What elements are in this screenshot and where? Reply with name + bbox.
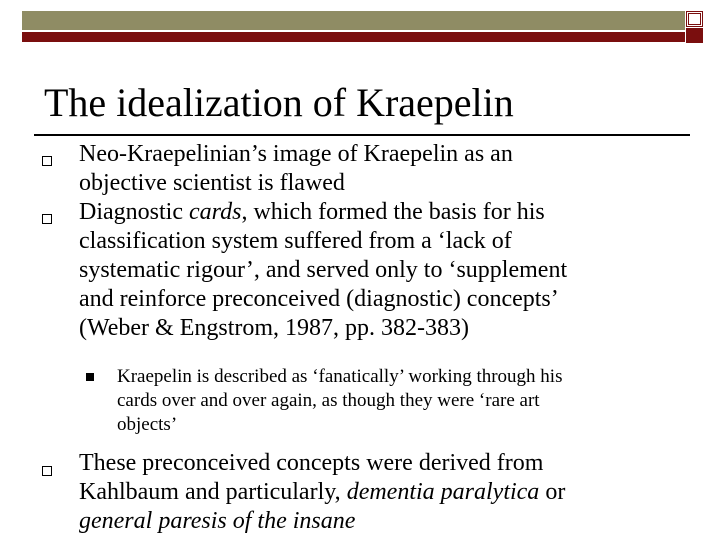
- sub-bullet-line-1: Kraepelin is described as ‘fanatically’ working through his: [117, 366, 563, 387]
- bullet-1-line-1: Neo-Kraepelinian’s image of Kraepelin as an: [79, 141, 513, 167]
- bullet-2: [79, 198, 567, 343]
- bullet-2-line-4: and reinforce preconceived (diagnostic) concepts’: [79, 286, 559, 312]
- slide-title: The idealization of Kraepelin: [44, 80, 514, 125]
- bullet-2-line-1: [79, 199, 545, 225]
- sub-bullet-1: [117, 365, 562, 437]
- bullet-3-line-2-end: or: [539, 479, 566, 505]
- bullet-3-line-1: These preconceived concepts were derived from: [79, 450, 544, 476]
- bullet-3-line-2: [79, 479, 565, 505]
- bullet-2-line-2: classification system suffered from a ‘lack of: [79, 228, 512, 254]
- bullet-3: [79, 449, 565, 536]
- bullet-2-line-1-start: Diagnostic: [79, 199, 189, 225]
- bullet-2-line-1-end: , which formed the basis for his: [241, 199, 545, 225]
- sub-bullet-line-2: cards over and over again, as though they were ‘rare art: [117, 390, 540, 411]
- hollow-square-icon: [42, 156, 52, 166]
- bullet-2-emphasis: cards: [188, 199, 242, 225]
- bullet-2-line-5: (Weber & Engstrom, 1987, pp. 382-383): [79, 315, 469, 341]
- sub-bullet-line-3: objects’: [117, 414, 178, 435]
- bullet-1-line-2: objective scientist is flawed: [79, 170, 345, 196]
- bullet-1: [79, 140, 513, 198]
- hollow-square-icon: [42, 214, 52, 224]
- solid-square-icon: [86, 373, 94, 381]
- bullet-3-emphasis-2: general paresis of the insane: [79, 508, 356, 534]
- hollow-square-icon: [42, 466, 52, 476]
- bullet-2-line-3: systematic rigour’, and served only to ‘supplement: [79, 257, 568, 283]
- bullet-3-emphasis-1: dementia paralytica: [346, 479, 540, 505]
- bullet-3-line-2-start: Kahlbaum and particularly,: [79, 479, 347, 505]
